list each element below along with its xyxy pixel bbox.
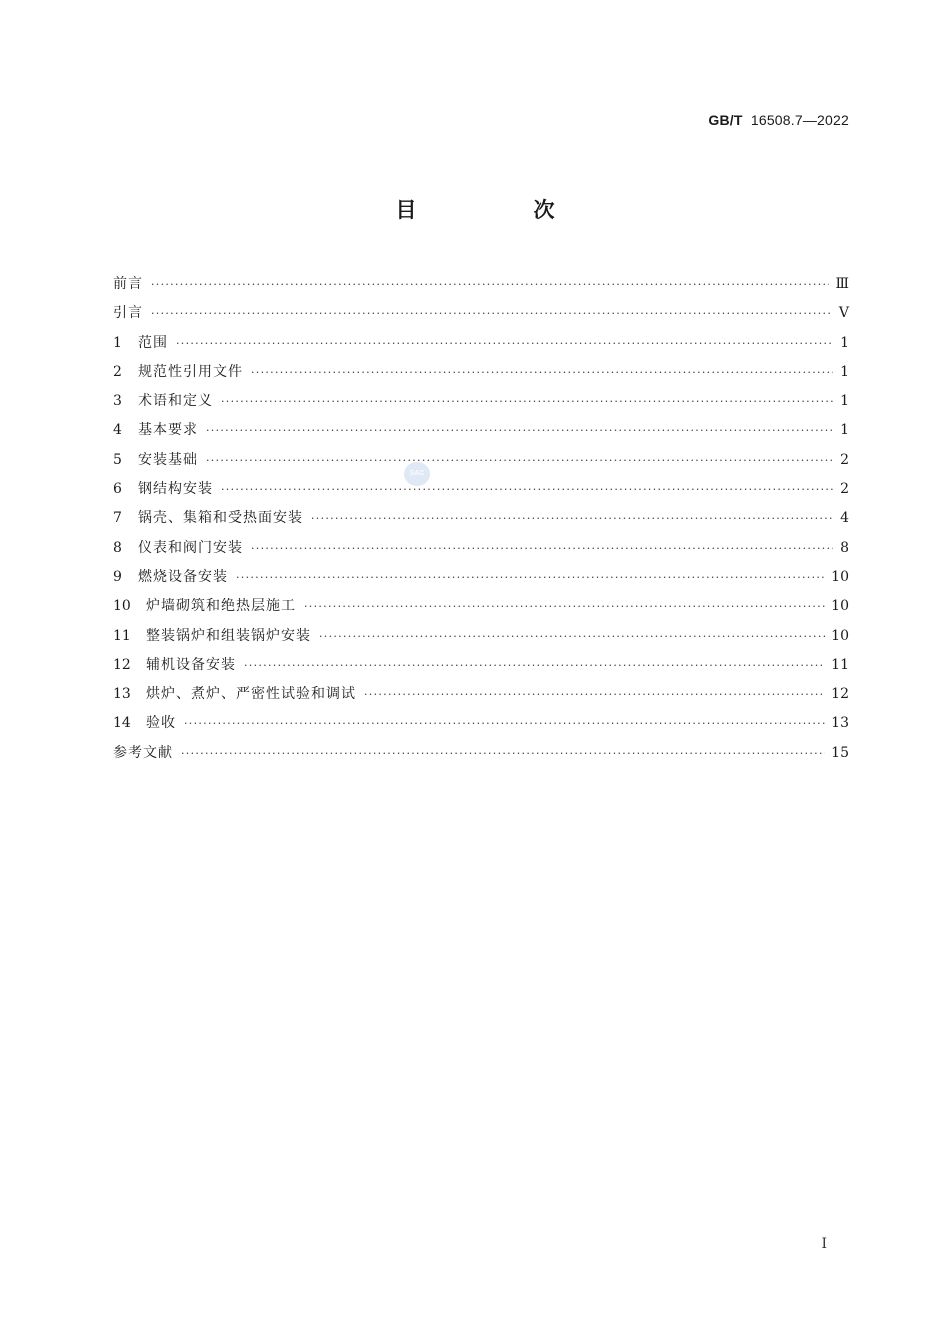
toc-entry[interactable] <box>113 477 849 506</box>
toc-entry-page: 4 <box>840 510 849 527</box>
toc-leader-dots <box>221 478 833 502</box>
toc-entry-page: Ⅲ <box>835 276 849 292</box>
toc-entry-number: 9 <box>113 568 122 585</box>
toc-leader-dots <box>151 302 833 326</box>
toc-leader-dots <box>319 625 825 649</box>
toc-leader-dots <box>304 595 825 619</box>
sac-watermark-logo: SAC <box>404 462 430 486</box>
toc-leader-dots <box>181 742 825 766</box>
standard-number: 16508.7—2022 <box>750 112 849 128</box>
toc-entry[interactable] <box>113 594 849 623</box>
toc-entry-number: 12 <box>113 656 131 673</box>
toc-entry-page: 1 <box>840 393 849 410</box>
toc-entry-number: 4 <box>113 422 122 439</box>
toc-entry-label: 引言 <box>113 305 143 322</box>
standard-prefix: GB/T <box>708 112 743 128</box>
toc-entry[interactable] <box>113 653 849 682</box>
toc-entry-page: 2 <box>840 481 849 498</box>
toc-entry-label: 参考文献 <box>113 744 173 761</box>
toc-entry-page: 13 <box>831 715 849 732</box>
toc-entry-page: 1 <box>840 422 849 439</box>
toc-entry[interactable] <box>113 360 849 389</box>
toc-entry-number: 6 <box>113 481 122 498</box>
toc-entry-label: 炉墙砌筑和绝热层施工 <box>146 598 296 615</box>
toc-leader-dots <box>311 507 833 531</box>
toc-entry-page: 1 <box>840 363 849 380</box>
toc-leader-dots <box>244 654 825 678</box>
toc-entry-page: 1 <box>840 334 849 351</box>
toc-leader-dots <box>236 566 825 590</box>
toc-entry-page: 10 <box>831 627 849 644</box>
toc-entry-label: 仪表和阀门安装 <box>138 539 243 556</box>
toc-entry-number: 8 <box>113 539 122 556</box>
toc-entry-page: 15 <box>831 744 849 761</box>
toc-entry-page: 11 <box>831 656 849 673</box>
toc-entry-number: 7 <box>113 510 122 527</box>
footer-page-number: I <box>821 1236 827 1252</box>
toc-entry-page: 12 <box>831 686 849 703</box>
standard-code <box>708 112 849 128</box>
toc-entry-number: 2 <box>113 363 122 380</box>
toc-entry-number: 11 <box>113 627 131 644</box>
toc-entry-label: 术语和定义 <box>138 393 213 410</box>
toc-leader-dots <box>206 449 833 473</box>
toc-entry-label: 钢结构安装 <box>138 481 213 498</box>
toc-entry-label: 锅壳、集箱和受热面安装 <box>138 510 303 527</box>
toc-entry[interactable] <box>113 624 849 653</box>
toc-entry-page: Ⅴ <box>838 305 849 322</box>
toc-entry-page: 10 <box>831 568 849 585</box>
toc-entry-label: 烘炉、煮炉、严密性试验和调试 <box>146 686 356 703</box>
toc-entry-label: 范围 <box>138 334 168 351</box>
toc-entry-label: 整装锅炉和组装锅炉安装 <box>146 627 311 644</box>
toc-list <box>113 272 849 770</box>
toc-entry[interactable] <box>113 506 849 535</box>
toc-leader-dots <box>251 361 833 385</box>
toc-entry-number: 14 <box>113 715 131 732</box>
toc-entry[interactable] <box>113 448 849 477</box>
toc-title: 目 次 <box>395 198 603 222</box>
toc-entry[interactable] <box>113 682 849 711</box>
toc-entry[interactable] <box>113 301 849 330</box>
toc-leader-dots <box>364 683 825 707</box>
toc-entry-label: 基本要求 <box>138 422 198 439</box>
toc-entry[interactable] <box>113 418 849 447</box>
toc-entry-number: 10 <box>113 598 131 615</box>
toc-entry-label: 辅机设备安装 <box>146 656 236 673</box>
toc-leader-dots <box>206 419 833 443</box>
toc-entry-label: 规范性引用文件 <box>138 363 243 380</box>
toc-leader-dots <box>176 332 833 356</box>
toc-leader-dots <box>184 712 825 736</box>
toc-entry-page: 10 <box>831 598 849 615</box>
toc-entry[interactable] <box>113 711 849 740</box>
toc-entry-number: 3 <box>113 393 122 410</box>
toc-leader-dots <box>151 273 829 297</box>
toc-leader-dots <box>251 537 833 561</box>
toc-entry-label: 安装基础 <box>138 451 198 468</box>
toc-leader-dots <box>221 390 833 414</box>
toc-entry-page: 8 <box>840 539 849 556</box>
toc-entry-page: 2 <box>840 451 849 468</box>
toc-entry-label: 前言 <box>113 276 143 292</box>
toc-entry-label: 燃烧设备安装 <box>138 568 228 585</box>
toc-entry[interactable] <box>113 389 849 418</box>
toc-entry[interactable] <box>113 741 849 770</box>
toc-entry-label: 验收 <box>146 715 176 732</box>
toc-entry[interactable] <box>113 565 849 594</box>
toc-entry-number: 13 <box>113 686 131 703</box>
toc-entry[interactable] <box>113 536 849 565</box>
toc-entry-number: 5 <box>113 451 122 468</box>
toc-entry[interactable] <box>113 272 849 301</box>
toc-entry-number: 1 <box>113 334 122 351</box>
toc-entry[interactable] <box>113 331 849 360</box>
